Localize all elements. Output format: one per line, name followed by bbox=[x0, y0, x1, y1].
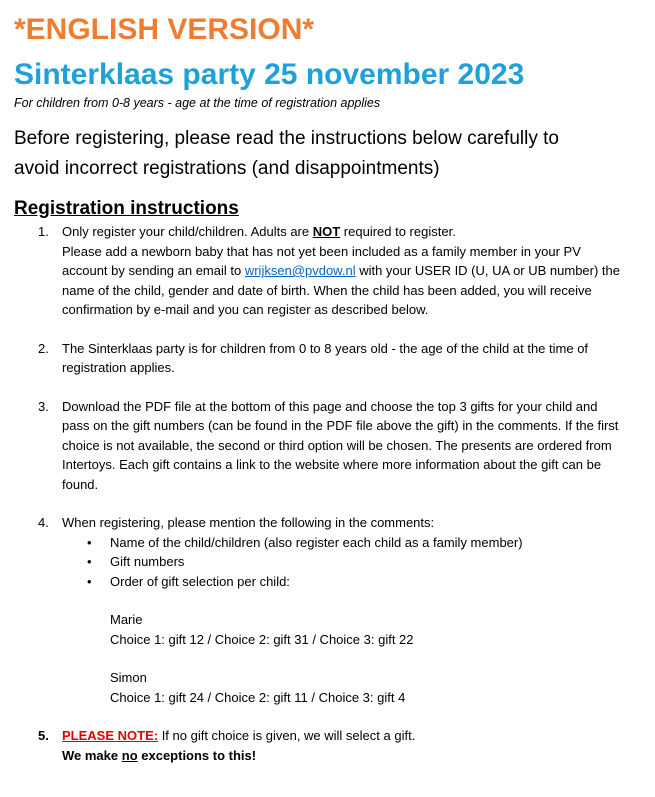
not-emphasis: NOT bbox=[312, 224, 341, 239]
step-1 bbox=[14, 222, 622, 320]
email-link[interactable]: wrijksen@pvdow.nl bbox=[244, 263, 356, 278]
please-note-label: PLEASE NOTE: bbox=[62, 728, 159, 743]
lead-paragraph: Before registering, please read the instructions below carefully to avoid incorrect registrations (and disappointments) bbox=[14, 128, 559, 179]
step-number: 2. bbox=[38, 340, 49, 356]
step-5 bbox=[14, 726, 622, 765]
instruction-list bbox=[14, 222, 644, 765]
bullet-item: • Name of the child/children (also register each child as a family member) bbox=[62, 533, 622, 553]
instructions-heading: Registration instructions bbox=[14, 198, 239, 219]
step-5-final: We make no exceptions to this! bbox=[62, 747, 257, 763]
step-4-text: When registering, please mention the following in the comments: bbox=[62, 515, 435, 530]
step-3 bbox=[14, 397, 622, 495]
step-number: 3. bbox=[38, 398, 49, 414]
step-1-line-2: Please add a newborn baby that has not yet been included as a family member in your PV account by sending an email to wrijksen@pvdow.nl with your USER ID (U, UA or UB number) the name of the child, gender and date of birth. When the child has been added, you will receive confirmation by e-mail and you can register as described below. bbox=[62, 243, 621, 317]
step-5-note: PLEASE NOTE: If no gift choice is given, we will select a gift. bbox=[62, 728, 416, 743]
step-2 bbox=[14, 339, 622, 378]
example-choices: Choice 1: gift 12 / Choice 2: gift 31 / Choice 3: gift 22 bbox=[110, 631, 414, 647]
bullet-item: • Gift numbers bbox=[62, 552, 622, 572]
no-emphasis: no bbox=[121, 747, 138, 763]
example-choices: Choice 1: gift 24 / Choice 2: gift 11 / Choice 3: gift 4 bbox=[110, 689, 406, 705]
step-2-text: The Sinterklaas party is for children from 0 to 8 years old - the age of the child at the time of registration applies. bbox=[62, 340, 589, 375]
age-subtitle: For children from 0-8 years - age at the time of registration applies bbox=[14, 96, 381, 110]
bullet-item: • Order of gift selection per child: bbox=[62, 572, 622, 592]
step-number: 1. bbox=[38, 224, 49, 239]
document-page bbox=[14, 10, 644, 765]
step-3-text: Download the PDF file at the bottom of this page and choose the top 3 gifts for your child and pass on the gift numbers (can be found in the PDF file above the gift) in the comments. If the first choice is not available, the second or third option will be chosen. The presents are ordered from Intertoys. Each gift contains a link to the website where more information about the gift can be found. bbox=[62, 398, 619, 492]
step-4 bbox=[14, 513, 622, 707]
step-number: 4. bbox=[38, 515, 49, 530]
step-number: 5. bbox=[38, 728, 49, 743]
english-version-heading: *ENGLISH VERSION* bbox=[14, 13, 315, 46]
example-child-name: Simon bbox=[110, 670, 147, 685]
comment-bullets bbox=[62, 533, 622, 592]
step-1-line-1: Only register your child/children. Adults are NOT required to register. bbox=[62, 224, 456, 239]
party-title: Sinterklaas party 25 november 2023 bbox=[14, 58, 525, 91]
example-child-name: Marie bbox=[110, 612, 143, 627]
example-block bbox=[62, 591, 622, 707]
